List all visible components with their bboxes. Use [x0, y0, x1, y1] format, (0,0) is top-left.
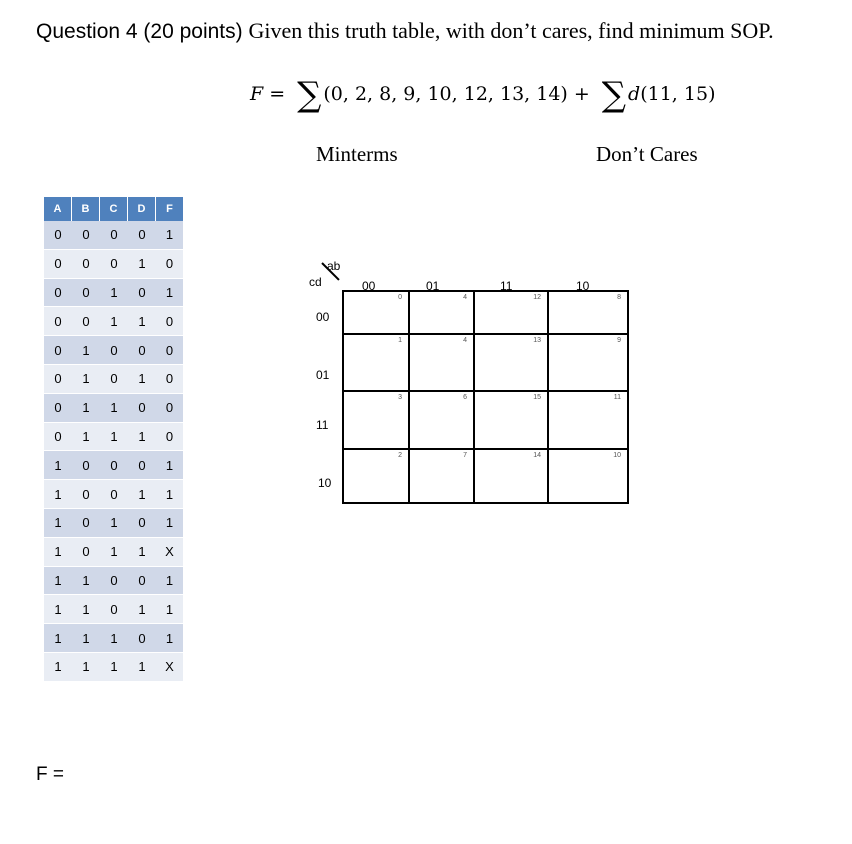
truth-table	[44, 197, 183, 682]
truth-table-cell: 0	[128, 336, 156, 365]
kmap-cell-index: 0	[398, 294, 402, 301]
truth-table-cell: 1	[128, 480, 156, 509]
truth-table-cell: 0	[44, 336, 72, 365]
truth-table-row	[44, 279, 183, 308]
function-formula	[250, 72, 715, 116]
kmap-cell[interactable]	[344, 450, 410, 504]
kmap-row-label: 10	[318, 476, 332, 490]
truth-table-cell: 0	[72, 509, 100, 538]
kmap-row-label: 00	[316, 310, 330, 324]
kmap-cell[interactable]	[475, 450, 549, 504]
kmap-cell[interactable]	[410, 392, 475, 450]
truth-table-cell: 0	[72, 307, 100, 336]
truth-table-cell: 1	[156, 567, 183, 596]
kmap-cell-index: 8	[617, 294, 621, 301]
truth-table-cell: 1	[72, 394, 100, 423]
kmap-cell[interactable]	[410, 335, 475, 392]
kmap-cell-index: 13	[533, 337, 541, 344]
truth-table-cell: 0	[72, 480, 100, 509]
truth-table-cell: 1	[44, 595, 72, 624]
truth-table-row	[44, 307, 183, 336]
kmap-row-label: 11	[316, 418, 329, 432]
truth-table-cell: 0	[128, 509, 156, 538]
truth-table-cell: 1	[44, 624, 72, 653]
kmap-cell[interactable]	[344, 292, 410, 335]
truth-table-row	[44, 394, 183, 423]
truth-table-cell: 1	[100, 279, 128, 308]
truth-table-cell: 1	[72, 653, 100, 682]
truth-table-cell: X	[156, 538, 183, 567]
kmap-cell-index: 15	[533, 394, 541, 401]
truth-table-cell: 0	[128, 624, 156, 653]
kmap-grid	[342, 290, 629, 504]
kmap-cell-index: 7	[463, 452, 467, 459]
truth-table-row	[44, 509, 183, 538]
truth-table-cell: 1	[44, 653, 72, 682]
kmap-cell-index: 9	[617, 337, 621, 344]
truth-table-cell: 1	[156, 624, 183, 653]
truth-table-cell: 0	[128, 279, 156, 308]
truth-table-cell: 1	[100, 394, 128, 423]
kmap-cell[interactable]	[410, 292, 475, 335]
kmap-col-label: 00	[362, 279, 376, 293]
header-cell: A	[44, 197, 72, 221]
truth-table-cell: X	[156, 653, 183, 682]
formula-lhs: F	[250, 83, 264, 105]
truth-table-cell: 1	[100, 423, 128, 452]
truth-table-cell: 1	[128, 250, 156, 279]
truth-table-row	[44, 595, 183, 624]
truth-table-cell: 0	[72, 279, 100, 308]
truth-table-cell: 0	[100, 595, 128, 624]
question-text: Given this truth table, with don’t cares, find minimum SOP.	[248, 18, 774, 43]
truth-table-cell: 1	[72, 365, 100, 394]
kmap-cell[interactable]	[549, 450, 629, 504]
kmap-cell[interactable]	[549, 292, 629, 335]
truth-table-cell: 1	[72, 595, 100, 624]
truth-table-cell: 1	[128, 538, 156, 567]
truth-table-cell: 1	[44, 509, 72, 538]
truth-table-cell: 0	[44, 250, 72, 279]
truth-table-cell: 1	[156, 451, 183, 480]
formula-dc-prefix: d	[628, 83, 641, 105]
truth-table-row	[44, 250, 183, 279]
truth-table-cell: 0	[100, 480, 128, 509]
kmap-cell[interactable]	[475, 392, 549, 450]
kmap-col-var: ab	[327, 259, 341, 273]
truth-table-cell: 0	[44, 307, 72, 336]
truth-table-row	[44, 336, 183, 365]
truth-table-cell: 0	[100, 451, 128, 480]
sigma-icon: ∑	[297, 75, 322, 115]
truth-table-cell: 1	[128, 653, 156, 682]
kmap-cell[interactable]	[475, 335, 549, 392]
kmap-cell-index: 6	[463, 394, 467, 401]
truth-table-cell: 0	[156, 336, 183, 365]
kmap-cell[interactable]	[410, 450, 475, 504]
answer-label: F =	[36, 764, 64, 785]
kmap-row-label: 01	[316, 368, 330, 382]
truth-table-cell: 0	[156, 365, 183, 394]
truth-table-cell: 0	[100, 567, 128, 596]
sigma-icon: ∑	[601, 75, 627, 115]
truth-table-cell: 0	[44, 394, 72, 423]
truth-table-cell: 0	[128, 451, 156, 480]
truth-table-cell: 0	[72, 221, 100, 250]
truth-table-cell: 0	[44, 365, 72, 394]
question-title	[36, 18, 774, 44]
truth-table-cell: 1	[72, 567, 100, 596]
truth-table-cell: 1	[44, 567, 72, 596]
kmap-cell[interactable]	[344, 335, 410, 392]
truth-table-cell: 0	[100, 336, 128, 365]
kmap-cell-index: 11	[613, 394, 621, 401]
truth-table-cell: 0	[156, 423, 183, 452]
kmap-cell-index: 12	[533, 294, 541, 301]
kmap-cell-index: 1	[398, 337, 402, 344]
truth-table-cell: 1	[72, 624, 100, 653]
truth-table-cell: 0	[72, 250, 100, 279]
dont-cares-caption: Don’t Cares	[596, 142, 698, 166]
truth-table-row	[44, 423, 183, 452]
truth-table-cell: 1	[156, 480, 183, 509]
truth-table-cell: 1	[100, 538, 128, 567]
truth-table-cell: 0	[156, 394, 183, 423]
truth-table-cell: 0	[72, 451, 100, 480]
truth-table-cell: 1	[44, 538, 72, 567]
formula-dont-cares: (11, 15)	[640, 83, 716, 105]
header-cell: D	[128, 197, 156, 221]
truth-table-cell: 0	[100, 221, 128, 250]
truth-table-cell: 1	[100, 624, 128, 653]
truth-table-row	[44, 451, 183, 480]
formula-minterms: (0, 2, 8, 9, 10, 12, 13, 14)	[323, 83, 568, 105]
kmap-col-label: 01	[426, 279, 440, 293]
truth-table-cell: 1	[128, 307, 156, 336]
truth-table-cell: 1	[72, 336, 100, 365]
formula-equals: =	[269, 83, 286, 105]
truth-table-cell: 1	[156, 509, 183, 538]
truth-table-cell: 1	[128, 365, 156, 394]
kmap-cell-index: 3	[398, 394, 402, 401]
truth-table-cell: 1	[156, 595, 183, 624]
truth-table-row	[44, 365, 183, 394]
question-heading: Question 4 (20 points)	[36, 20, 243, 43]
formula-plus: +	[573, 83, 590, 105]
truth-table-cell: 0	[128, 221, 156, 250]
kmap-col-label: 11	[500, 279, 513, 293]
truth-table-row	[44, 221, 183, 250]
kmap-cell[interactable]	[549, 335, 629, 392]
header-cell: B	[72, 197, 100, 221]
kmap-cell-index: 14	[533, 452, 541, 459]
truth-table-row	[44, 567, 183, 596]
truth-table-row	[44, 480, 183, 509]
truth-table-cell: 0	[156, 250, 183, 279]
truth-table-cell: 1	[44, 480, 72, 509]
kmap-cell[interactable]	[344, 392, 410, 450]
truth-table-cell: 0	[100, 365, 128, 394]
truth-table-cell: 1	[156, 221, 183, 250]
truth-table-cell: 1	[100, 653, 128, 682]
truth-table-cell: 0	[44, 423, 72, 452]
header-cell: F	[156, 197, 183, 221]
truth-table-row	[44, 653, 183, 682]
header-cell: C	[100, 197, 128, 221]
truth-table-cell: 0	[100, 250, 128, 279]
kmap-cell-index: 4	[463, 294, 467, 301]
kmap-col-label: 10	[576, 279, 590, 293]
truth-table-cell: 1	[156, 279, 183, 308]
truth-table-cell: 0	[72, 538, 100, 567]
kmap-cell[interactable]	[549, 392, 629, 450]
truth-table-row	[44, 538, 183, 567]
kmap-row-var: cd	[309, 275, 322, 289]
minterms-caption: Minterms	[316, 142, 398, 166]
truth-table-cell: 0	[44, 221, 72, 250]
truth-table-cell: 1	[44, 451, 72, 480]
truth-table-cell: 0	[128, 394, 156, 423]
truth-table-row	[44, 624, 183, 653]
truth-table-header-row	[44, 197, 183, 221]
truth-table-cell: 0	[44, 279, 72, 308]
truth-table-cell: 0	[156, 307, 183, 336]
kmap-cell-index: 10	[613, 452, 621, 459]
truth-table-cell: 0	[128, 567, 156, 596]
truth-table-cell: 1	[128, 595, 156, 624]
truth-table-cell: 1	[100, 509, 128, 538]
kmap-cell-index: 4	[463, 337, 467, 344]
kmap-cell[interactable]	[475, 292, 549, 335]
kmap-cell-index: 2	[398, 452, 402, 459]
truth-table-cell: 1	[72, 423, 100, 452]
truth-table-cell: 1	[100, 307, 128, 336]
truth-table-cell: 1	[128, 423, 156, 452]
